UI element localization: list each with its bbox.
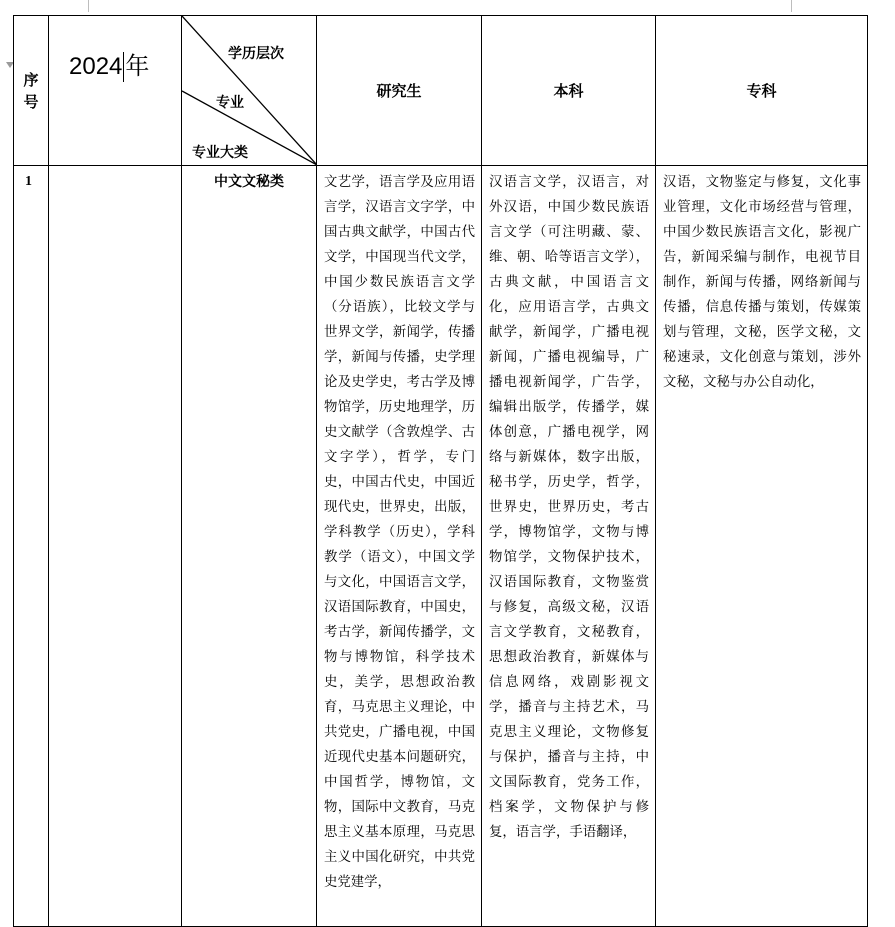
- seq-header-label: 序号: [23, 70, 39, 111]
- row-seq-number[interactable]: 1: [14, 166, 49, 927]
- vocational-majors-list[interactable]: 汉语，文物鉴定与修复，文化事业管理，文化市场经营与管理，中国少数民族语言文化，影视广告，新闻采编与制作，电视节目制作，新闻与传播，网络新闻与传播，信息传播与策划，传媒策划与管理，文秘，医学文秘，文秘速录，文化创意与策划，涉外文秘，文秘与办公自动化，: [656, 166, 868, 927]
- year-suffix: 年: [125, 53, 150, 80]
- majors-table: [13, 15, 868, 927]
- year-value: 2024: [69, 53, 123, 80]
- diag-label-major: 专业: [216, 95, 244, 111]
- column-header-vocational[interactable]: 专科: [656, 16, 868, 166]
- undergraduate-majors-list[interactable]: 汉语言文学，汉语言，对外汉语，中国少数民族语言文学（可注明藏、蒙、维、朝、哈等语言文学），古典文献，中国语言文化，应用语言学，古典文献学，新闻学，广播电视新闻，广播电视编导，广播电视新闻学，广告学，编辑出版学，传播学，媒体创意，广播电视学，网络与新媒体，数字出版，秘书学，历史学，哲学，世界史，世界历史，考古学，博物馆学，文物与博物馆学，文物保护技术，汉语国际教育，文物鉴赏与修复，高级文秘，汉语言文学教育，文秘教育，思想政治教育，新媒体与信息网络，戏剧影视文学，播音与主持艺术，马克思主义理论，文物修复与保护，播音与主持，中文国际教育，党务工作，档案学，文物保护与修复，语言学，手语翻译，: [482, 166, 656, 927]
- year-input[interactable]: [69, 52, 149, 82]
- diagonal-lines: [182, 16, 317, 165]
- column-header-graduate[interactable]: 研究生: [317, 16, 482, 166]
- diagonal-header-cell[interactable]: [182, 16, 317, 166]
- seq-header[interactable]: [14, 16, 49, 166]
- year-header-cell[interactable]: [49, 16, 182, 166]
- diag-label-level: 学历层次: [228, 46, 284, 62]
- column-header-undergraduate[interactable]: 本科: [482, 16, 656, 166]
- diag-label-major-category: 专业大类: [192, 145, 248, 161]
- table-row: [14, 166, 868, 927]
- row-year-cell[interactable]: [49, 166, 182, 927]
- corner-mark-right: [791, 0, 792, 12]
- diagonal-line-main: [182, 16, 317, 165]
- table-header-row: [14, 16, 868, 166]
- row-major-category[interactable]: 中文文秘类: [182, 166, 317, 927]
- corner-mark-left: [88, 0, 89, 12]
- graduate-majors-list[interactable]: 文艺学，语言学及应用语言学，汉语言文字学，中国古典文献学，中国古代文学，中国现当代文学，中国少数民族语言文学（分语族），比较文学与世界文学，新闻学，传播学，新闻与传播，史学理论及史学史，考古学及博物馆学，历史地理学，历史文献学（含敦煌学、古文字学），哲学，专门史，中国古代史，中国近现代史，世界史，出版，学科教学（历史），学科教学（语文），中国文学与文化，中国语言文学，汉语国际教育，中国史，考古学，新闻传播学，文物与博物馆，科学技术史，美学，思想政治教育，马克思主义理论，中共党史，广播电视，中国近现代史基本问题研究，中国哲学，博物馆，文物，国际中文教育，马克思主义基本原理，马克思主义中国化研究，中共党史党建学，: [317, 166, 482, 927]
